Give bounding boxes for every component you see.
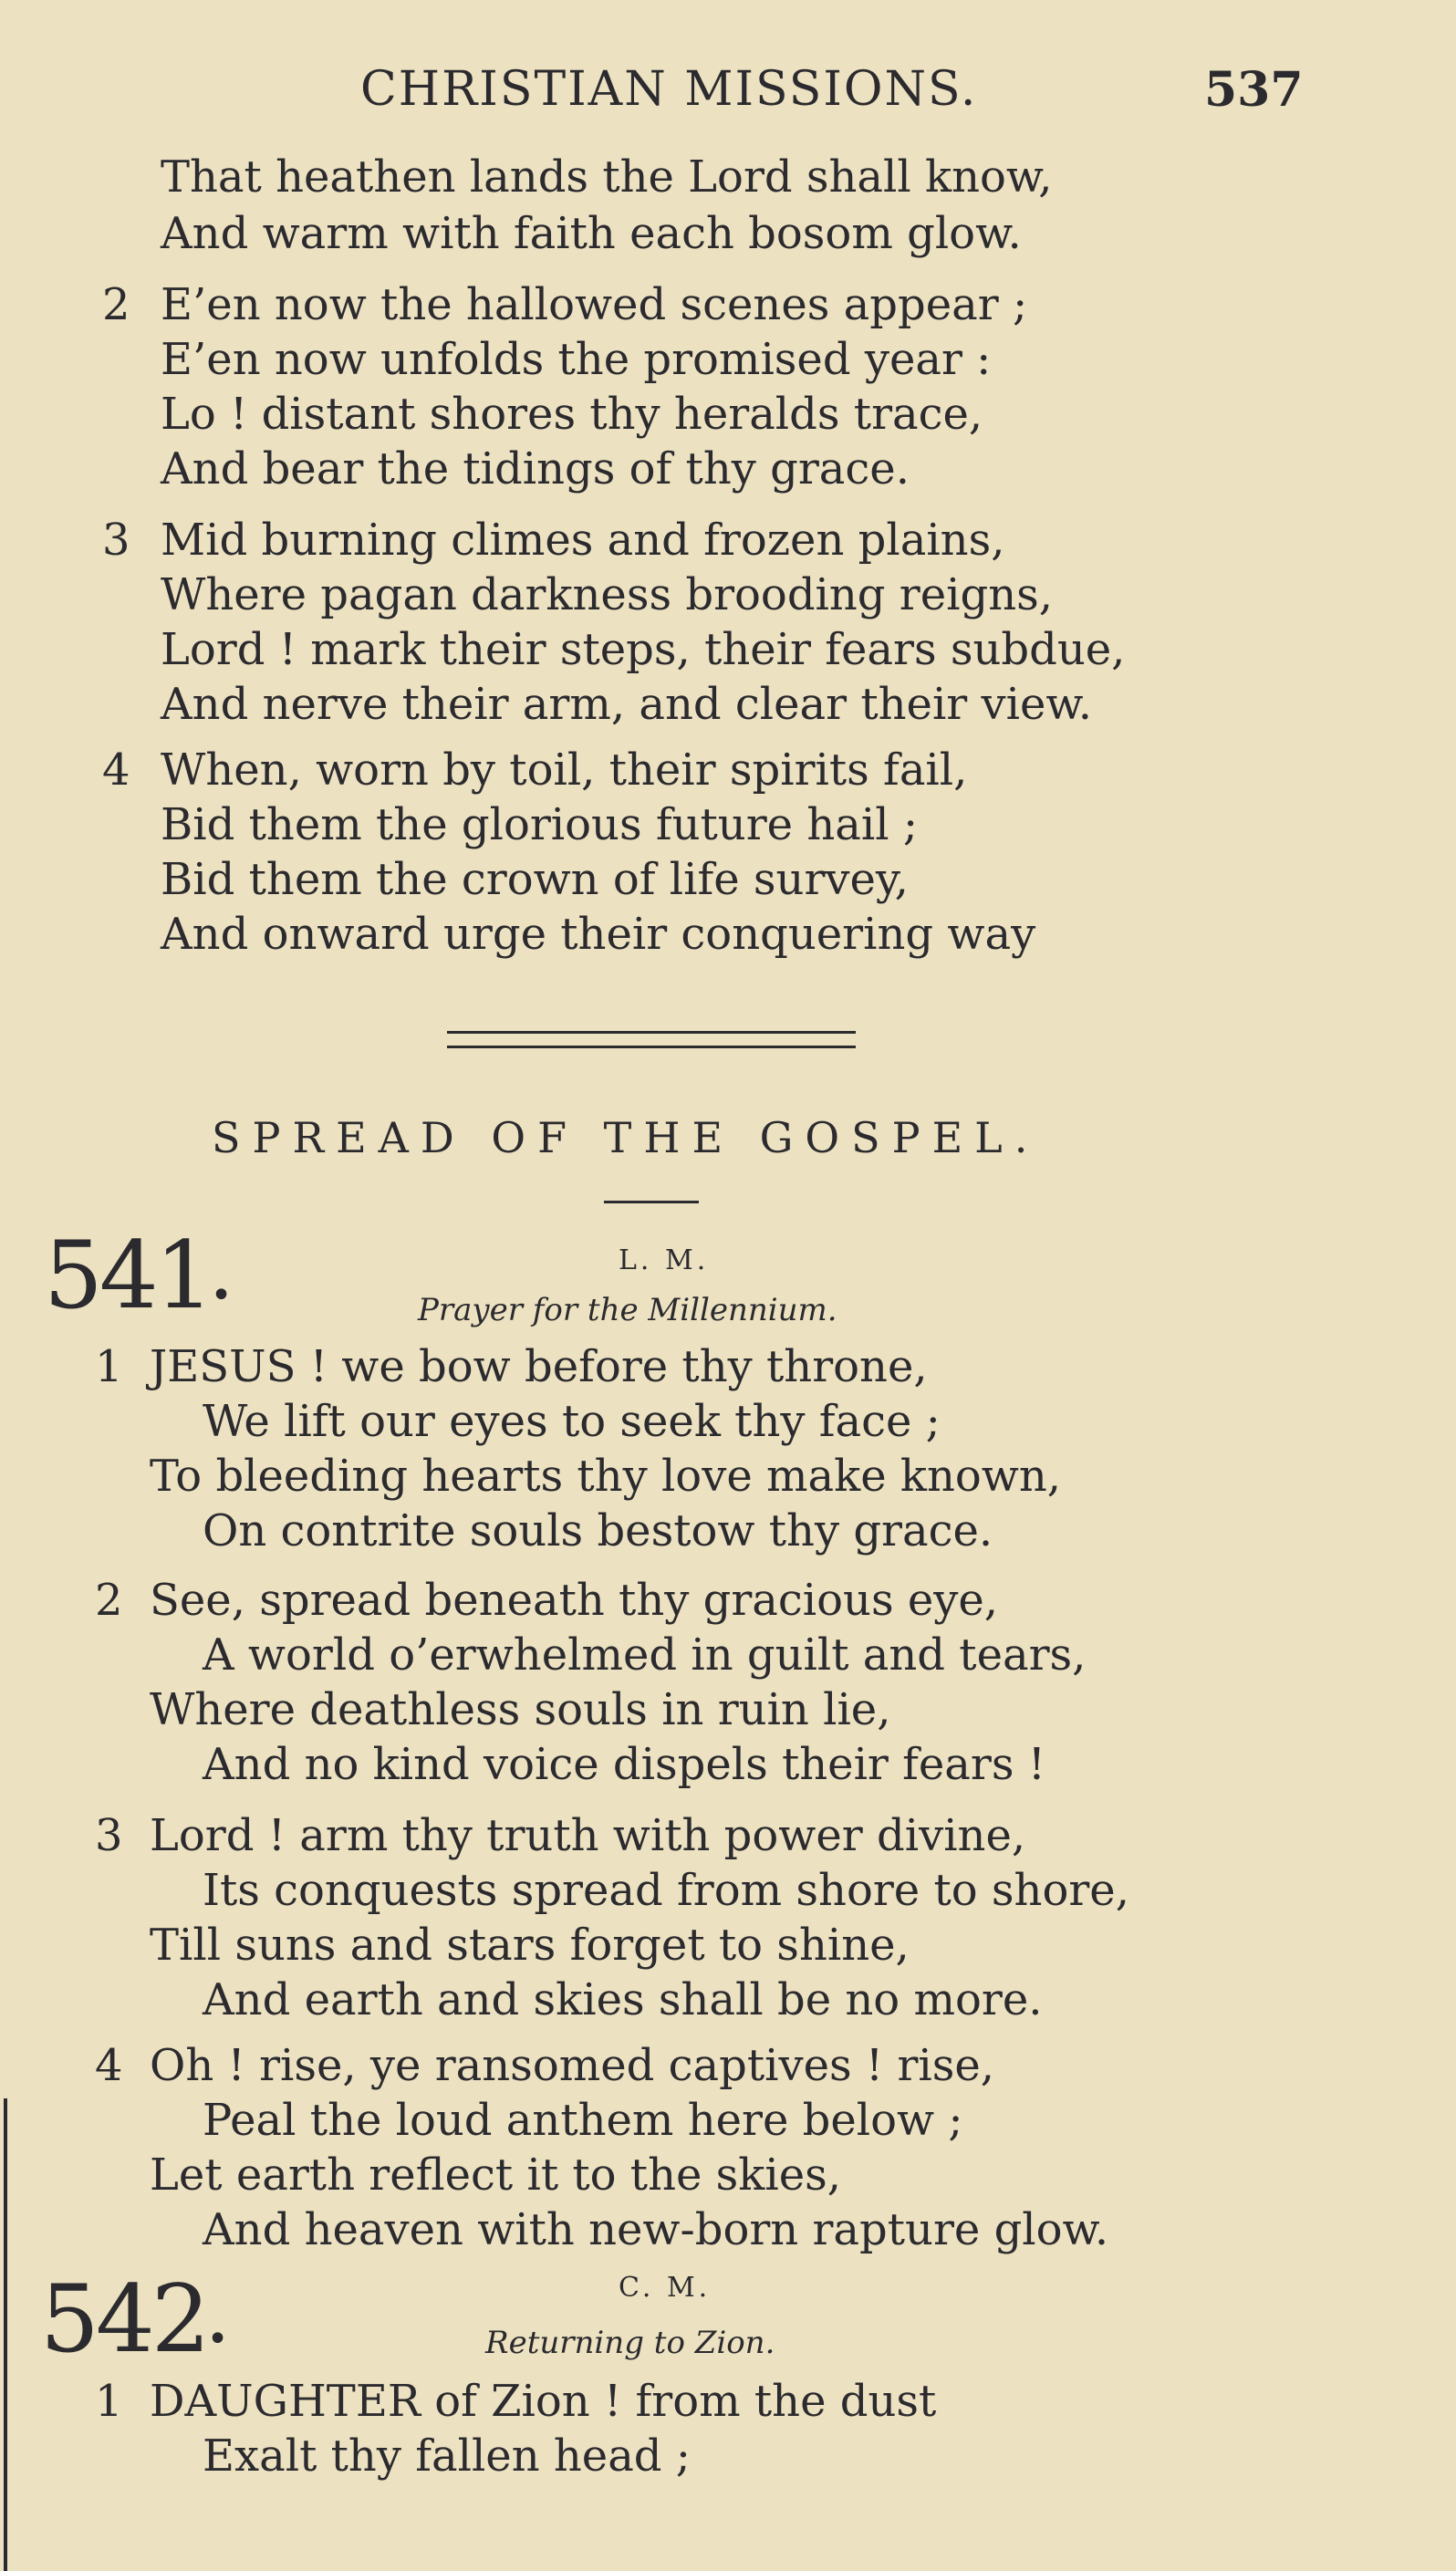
verse-line: And no kind voice dispels their fears ! <box>203 1739 1046 1790</box>
verse-line: See, spread beneath thy gracious eye, <box>150 1575 999 1626</box>
verse-number: 1 <box>95 2376 123 2427</box>
verse-line: Where pagan darkness brooding reigns, <box>161 569 1054 620</box>
verse-line: Where deathless souls in ruin lie, <box>150 1684 891 1735</box>
verse-line: Exalt thy fallen head ; <box>203 2430 691 2482</box>
verse-line: Mid burning climes and frozen plains, <box>161 515 1005 566</box>
section-divider-bottom <box>447 1046 856 1048</box>
verse-line: Lord ! mark their steps, their fears subdue, <box>161 624 1126 675</box>
verse-line: Bid them the glorious future hail ; <box>161 799 918 850</box>
section-title-underline <box>604 1201 699 1203</box>
verse-line: DAUGHTER of Zion ! from the dust <box>150 2376 937 2427</box>
verse-line: Till suns and stars forget to shine, <box>150 1920 910 1971</box>
binding-edge <box>4 2098 7 2571</box>
verse-line: Oh ! rise, ye ransomed captives ! rise, <box>150 2040 995 2091</box>
verse-line: On contrite souls bestow thy grace. <box>203 1505 993 1556</box>
verse-line: And earth and skies shall be no more. <box>203 1974 1043 2025</box>
section-title: SPREAD OF THE GOSPEL. <box>212 1113 1040 1162</box>
page-number: 537 <box>1204 62 1304 118</box>
verse-line: When, worn by toil, their spirits fail, <box>161 744 968 796</box>
verse-line: To bleeding hearts thy love make known, <box>150 1451 1062 1502</box>
verse-line: That heathen lands the Lord shall know, <box>161 151 1053 203</box>
verse-number: 3 <box>95 1810 123 1861</box>
verse-number: 2 <box>102 279 130 330</box>
verse-line: Lo ! distant shores thy heralds trace, <box>161 389 983 440</box>
verse-line: And bear the tidings of thy grace. <box>161 443 910 494</box>
hymn-number-dot: • <box>206 2318 229 2360</box>
verse-line: E’en now unfolds the promised year : <box>161 334 992 385</box>
verse-number: 3 <box>102 515 130 566</box>
hymn-meter: L. M. <box>619 1244 710 1276</box>
verse-line: A world o’erwhelmed in guilt and tears, <box>203 1629 1087 1681</box>
hymn-subtitle: Prayer for the Millennium. <box>418 1292 837 1328</box>
hymn-subtitle: Returning to Zion. <box>485 2325 775 2361</box>
verse-line: We lift our eyes to seek thy face ; <box>203 1396 941 1447</box>
hymn-number-digits: 542 <box>40 2265 207 2374</box>
verse-number: 1 <box>95 1341 123 1392</box>
section-divider-top <box>447 1031 856 1034</box>
verse-line: Lord ! arm thy truth with power divine, <box>150 1810 1026 1861</box>
verse-number: 4 <box>95 2040 123 2091</box>
hymn-number-digits: 541 <box>44 1222 211 1330</box>
verse-line: And warm with faith each bosom glow. <box>161 208 1022 259</box>
verse-line: E’en now the hallowed scenes appear ; <box>161 279 1028 330</box>
verse-number: 2 <box>95 1575 123 1626</box>
verse-line: Its conquests spread from shore to shore, <box>203 1865 1129 1916</box>
hymn-number <box>40 2265 229 2374</box>
verse-line: And heaven with new-born rapture glow. <box>203 2204 1109 2255</box>
verse-line: And nerve their arm, and clear their view. <box>161 679 1093 730</box>
verse-line: And onward urge their conquering way <box>161 909 1036 960</box>
page-header <box>0 62 1456 126</box>
running-title: CHRISTIAN MISSIONS. <box>360 62 978 117</box>
verse-line: Bid them the crown of life survey, <box>161 854 909 905</box>
hymn-number <box>44 1222 233 1330</box>
verse-line: Let earth reflect it to the skies, <box>150 2149 842 2201</box>
hymn-meter: C. M. <box>619 2272 712 2304</box>
verse-line: JESUS ! we bow before thy throne, <box>150 1341 928 1392</box>
verse-line: Peal the loud anthem here below ; <box>203 2095 963 2146</box>
hymn-number-dot: • <box>210 1275 233 1317</box>
verse-number: 4 <box>102 744 130 796</box>
